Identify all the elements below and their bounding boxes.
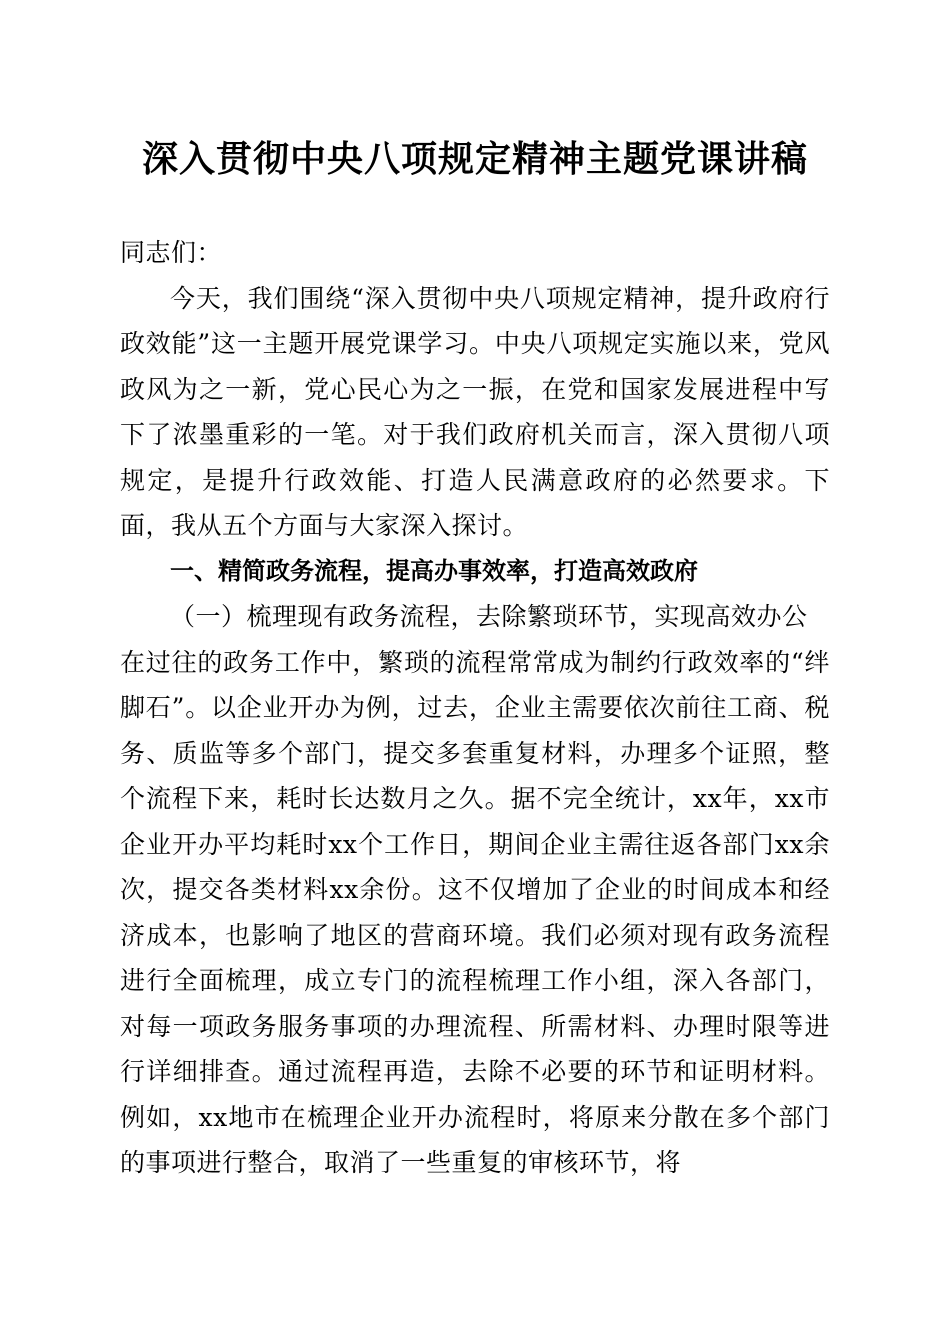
document-title: 深入贯彻中央八项规定精神主题党课讲稿	[141, 139, 808, 180]
section-heading: 一、精简政务流程，提高办事效率，打造高效政府	[170, 556, 698, 585]
subsection-heading: （一）梳理现有政务流程，去除繁琐环节，实现高效办公	[170, 602, 808, 631]
document-body	[120, 230, 830, 1186]
intro-paragraph: 今天，我们围绕“深入贯彻中央八项规定精神，提升政府行政效能”这一主题开展党课学习。中央八项规定实施以来，党风政风为之一新，党心民心为之一振，在党和国家发展进程中写下了浓墨重彩的一笔。对于我们政府机关而言，深入贯彻八项规定，是提升行政效能、打造人民满意政府的必然要求。下面，我从五个方面与大家深入探讨。	[120, 283, 830, 540]
salutation: 同志们：	[120, 238, 223, 267]
body-paragraph: 在过往的政务工作中，繁琐的流程常常成为制约行政效率的“绊脚石”。以企业开办为例，过去，企业主需要依次前往工商、税务、质监等多个部门，提交多套重复材料，办理多个证照，整个流程下来，耗时长达数月之久。据不完全统计，xx年，xx市企业开办平均耗时xx个工作日，期间企业主需往返各部门xx余次，提交各类材料xx余份。这不仅增加了企业的时间成本和经济成本，也影响了地区的营商环境。我们必须对现有政务流程进行全面梳理，成立专门的流程梳理工作小组，深入各部门，对每一项政务服务事项的办理流程、所需材料、办理时限等进行详细排查。通过流程再造，去除不必要的环节和证明材料。例如，xx地市在梳理企业开办流程时，将原来分散在多个部门的事项进行整合，取消了一些重复的审核环节，将	[120, 647, 830, 1177]
